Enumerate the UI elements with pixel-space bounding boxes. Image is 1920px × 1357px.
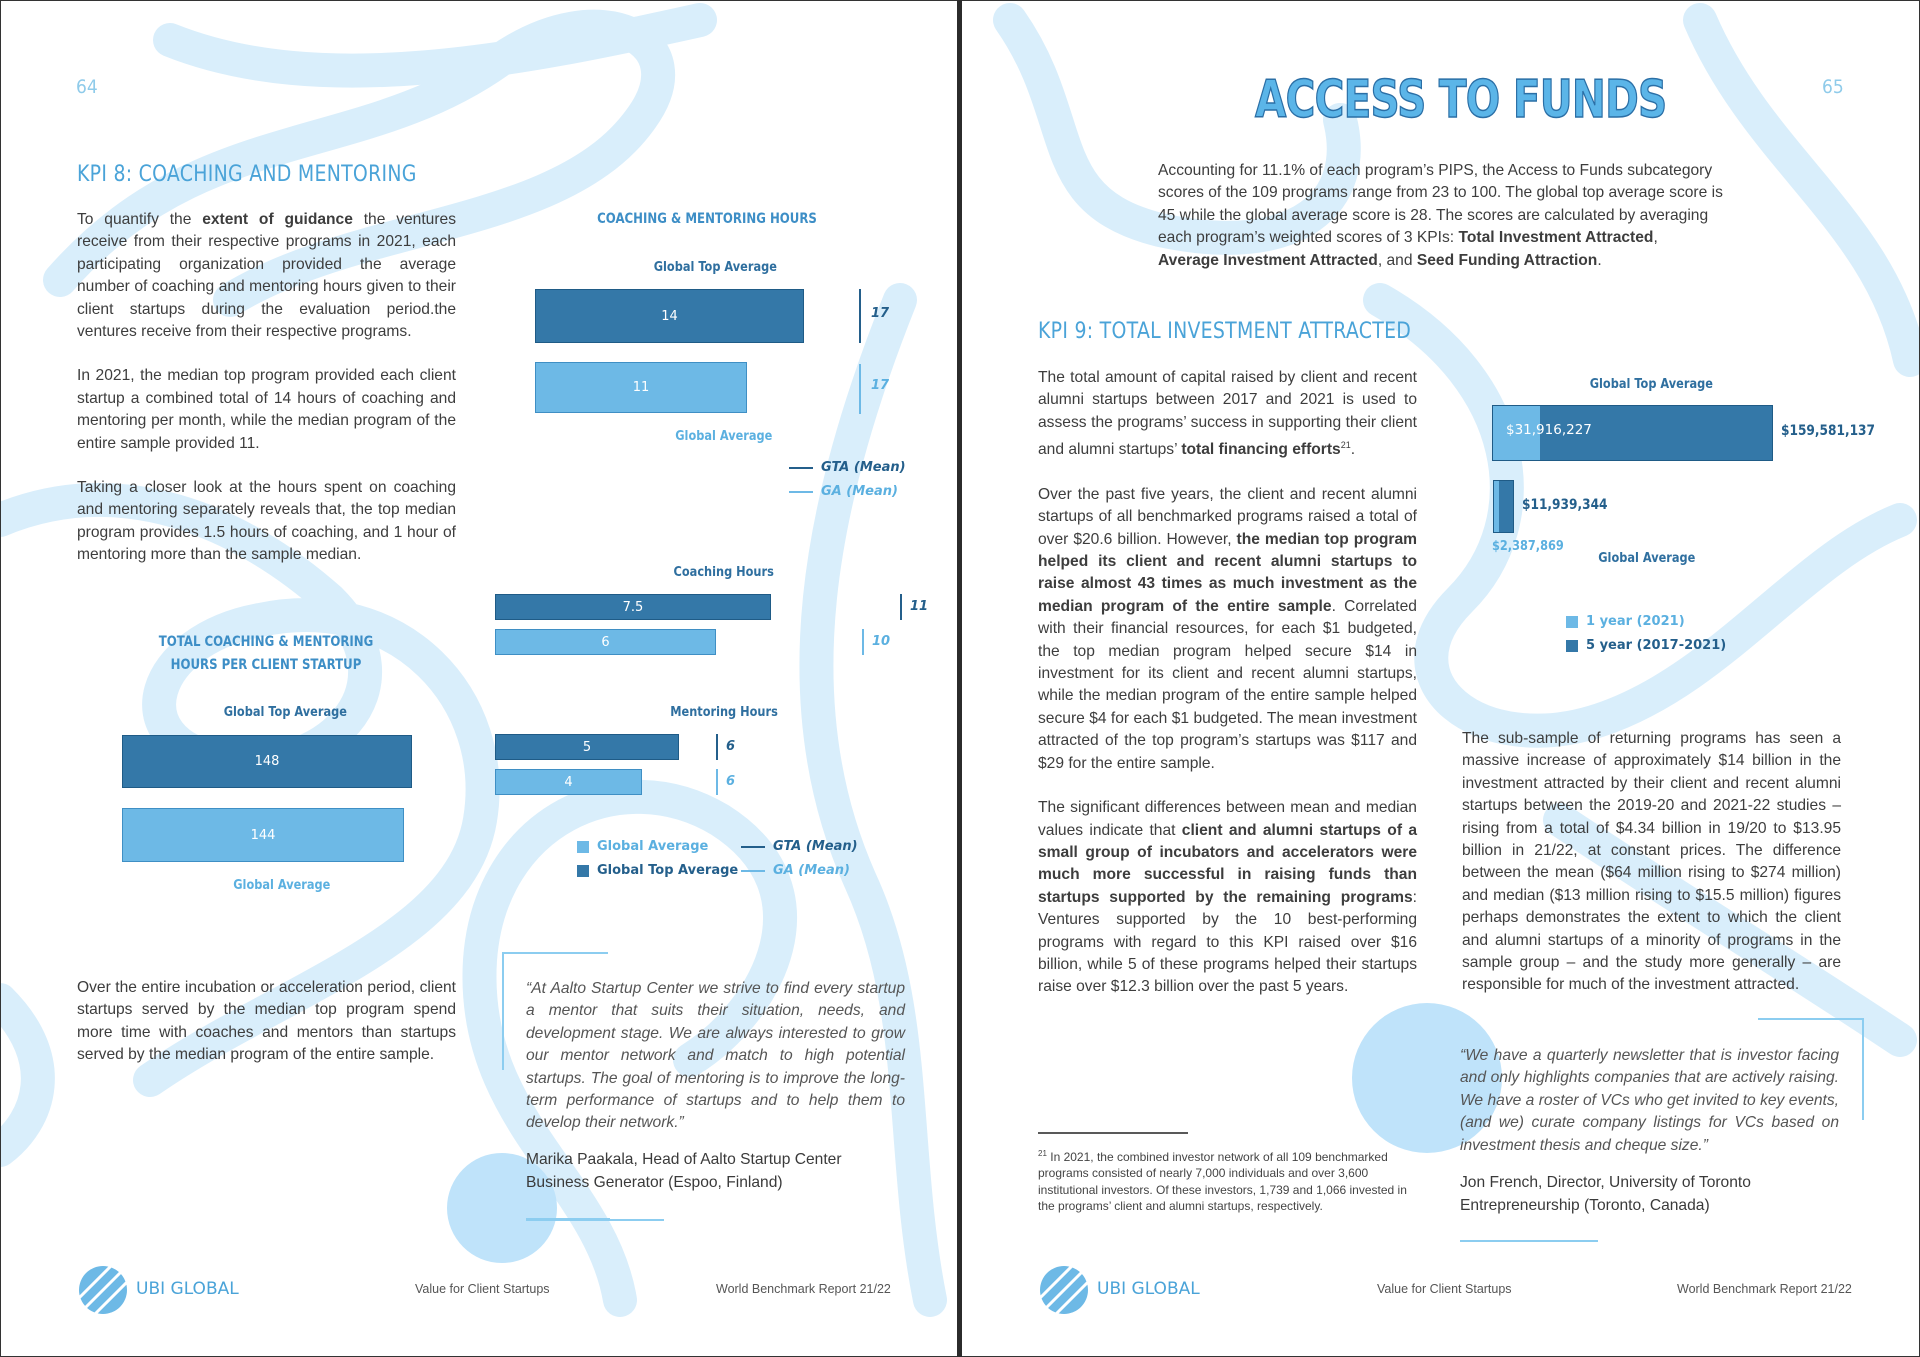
chart-mentoring-bar-gta-value: 5	[582, 739, 592, 755]
chart-total-hours-label-bottom: Global Average	[233, 877, 331, 893]
chart-total-hours-bar-ga-value: 144	[250, 827, 276, 843]
kpi8-paragraph-3: Taking a closer look at the hours spent on coaching and mentoring separately reveals that, the top median program provides 1.5 hours of coaching, and 1 hour of mentoring more than the sample median.	[77, 479, 456, 564]
kpi8-paragraph-1: To quantify the extent of guidance the ventures receive from their respective programs in 2021, each participating organization provided the average number of coaching and mentoring hours given to their client startups during the evaluation period.the ventures receive from their respective programs.	[77, 211, 457, 341]
chart-coaching-bar-ga-value: 6	[601, 634, 610, 650]
legend-line-light	[789, 491, 813, 493]
kpi8-heading: KPI 8: COACHING AND MENTORING	[77, 162, 417, 187]
footer-left-center: Value for Client Startups	[415, 1282, 550, 1296]
kpi9-paragraph-2: Over the past five years, the client and recent alumni startups of all benchmarked programs raised a total of over $20.6 billion. However, the median top program helped its client and recent alumni startups to raise almost 43 times as much investment as the median program of the entire sample. Correlated with their financial resources, for each $1 budgeted, the top median program helped secure $14 in investment for its client and recent alumni startups, while the median program of the entire sample helped secure $4 for each $1 budgeted. The mean investment attracted of the top program’s startups was $117 and $29 for the entire sample.	[1038, 485, 1417, 772]
quote-right: “We have a quarterly newsletter that is investor facing and only highlights companies that are actively raising. We have a roster of VCs who get invited to key events, (and we) curate company listings for VCs based on investment thesis and cheque size.”	[1460, 1047, 1839, 1154]
footer-right-center: Value for Client Startups	[1377, 1282, 1512, 1296]
chart-total-hours-title-2: HOURS PER CLIENT STARTUP	[170, 657, 362, 673]
quote-left-author-2: Business Generator (Espoo, Finland)	[526, 1174, 783, 1191]
kpi9-body	[1038, 367, 1417, 1021]
chart-coaching-bar-ga	[495, 629, 716, 655]
chart-cm-hours-title: COACHING & MENTORING HOURS	[597, 211, 817, 227]
right-page-number: 65	[1822, 76, 1844, 98]
chart-investment-gta-5y-value: $159,581,137	[1781, 423, 1876, 439]
footer-left-logo: UBI GLOBAL	[136, 1279, 239, 1299]
quote-left-underline	[526, 1218, 666, 1222]
chart-cm-hours-mean-gta	[859, 289, 861, 343]
legend-swatch-dark	[577, 865, 589, 877]
chart-investment-bar-ga-1y	[1494, 481, 1499, 532]
chart-total-hours-bar-ga	[122, 808, 404, 862]
access-intro: Accounting for 11.1% of each program’s PIPS, the Access to Funds subcategory scores of the 109 programs range from 23 to 100. The global top average score is 45 while the global average score is 28. The scores are calculated by averaging each program’s weighted scores of 3 KPIs: Total Investment Attracted, Average Investment Attracted, and Seed Funding Attraction.	[1158, 162, 1723, 269]
chart-cm-hours-bar-gta-value: 14	[661, 308, 678, 324]
chart-total-hours-title-1: TOTAL COACHING & MENTORING	[158, 634, 374, 650]
legend-swatch-5y	[1566, 640, 1578, 652]
chart-split-legend-gta: Global Top Average	[577, 863, 738, 878]
chart-mentoring-bar-ga-value: 4	[564, 774, 573, 790]
footer-right-right: World Benchmark Report 21/22	[1677, 1282, 1852, 1296]
quote-right-underline	[1460, 1239, 1600, 1243]
chart-cm-hours-bar-ga-value: 11	[632, 380, 650, 395]
chart-mentoring-bar-ga	[495, 769, 642, 795]
kpi9-paragraph-1: The total amount of capital raised by client and recent alumni startups between 2017 and 2021 is used to assess the programs’ success in supporting their client and alumni startups’ total financing efforts$^{21}$.	[1038, 369, 1417, 459]
chart-total-hours-bar-gta	[122, 735, 412, 788]
chart-investment-ga-5y-value: $11,939,344	[1522, 497, 1608, 513]
chart-coaching-bar-gta	[495, 594, 771, 620]
chart-cm-hours-mean-ga-value: 17	[871, 378, 890, 393]
chart-mentoring-mean-ga	[716, 769, 718, 795]
kpi8-paragraph-4: Over the entire incubation or acceleration period, client startups served by the median top program spend more time with coaches and mentors than startups served by the median program of the entire sample.	[77, 979, 456, 1064]
ubi-logo-globe-icon-right	[1038, 1264, 1090, 1316]
left-page-number: 64	[76, 76, 98, 98]
chart-cm-hours-bar-gta	[535, 289, 804, 343]
quote-right-author-1: Jon French, Director, University of Toronto	[1460, 1174, 1751, 1191]
footer-left-right: World Benchmark Report 21/22	[716, 1282, 891, 1296]
chart-coaching-bar-gta-value: 7.5	[622, 599, 644, 615]
footer-right-logo: UBI GLOBAL	[1097, 1279, 1200, 1299]
quote-left-author-1: Marika Paakala, Head of Aalto Startup Center	[526, 1151, 842, 1168]
chart-mentoring-mean-gta	[716, 734, 718, 760]
access-to-funds-title: ACCESS TO FUNDS	[1255, 70, 1667, 130]
chart-investment-label-bottom: Global Average	[1598, 550, 1696, 566]
chart-mentoring-title: Mentoring Hours	[670, 704, 778, 720]
kpi9-paragraph-3: The significant differences between mean and median values indicate that client and alumni startups of a small group of incubators and accelerators were much more successful in raising funds than startups supported by the remaining programs: Ventures supported by the 10 best-performing programs with regard to this KPI raised over $16 billion, while 5 of these programs helped their startups raise over $12.3 billion over the past 5 years.	[1038, 799, 1417, 996]
quote-left: “At Aalto Startup Center we strive to find every startup a mentor that suits their situation, needs, and development stage. We are always interested to grow our mentor network and match to high potential startups. The goal of mentoring is to improve the long-term performance of startups and to help them to develop their network.”	[526, 980, 905, 1132]
chart-mentoring-mean-ga-value: 6	[726, 774, 736, 789]
chart-investment-ga-1y-value: $2,387,869	[1492, 538, 1564, 554]
chart-coaching-mean-ga	[862, 629, 864, 655]
chart-investment-legend-5y: 5 year (2017-2021)	[1566, 638, 1726, 653]
chart-split-legend-ga-mean: GA (Mean)	[741, 863, 850, 878]
chart-cm-hours-legend-ga: GA (Mean)	[789, 484, 898, 499]
chart-investment-gta-1y-value: $31,916,227	[1506, 422, 1592, 438]
chart-split-legend-gta-mean: GTA (Mean)	[741, 839, 858, 854]
legend-swatch-1y	[1566, 616, 1578, 628]
quote-right-author-2: Entrepreneurship (Toronto, Canada)	[1460, 1197, 1710, 1214]
chart-cm-hours-mean-gta-value: 17	[871, 306, 890, 321]
footnote-21: $^{21}$ In 2021, the combined investor network of all 109 benchmarked programs consisted of nearly 7,000 individuals and over 3,600 institutional investors. Of these investors, 1,739 and 1,066 invested in the programs’ client and alumni startups, respectively.	[1038, 1149, 1407, 1213]
kpi8-paragraph-2: In 2021, the median top program provided each client startup a combined total of 14 hours of coaching and mentoring per month, while the median program of the entire sample provided 11.	[77, 367, 456, 452]
chart-split-legend-ga: Global Average	[577, 839, 708, 854]
chart-total-hours-bar-gta-value: 148	[254, 754, 280, 769]
chart-coaching-title: Coaching Hours	[673, 564, 774, 580]
chart-coaching-mean-gta-value: 11	[910, 599, 929, 614]
kpi9-paragraph-4: The sub-sample of returning programs has seen a massive increase of approximately $14 billion in the investment attracted by their client and recent alumni startups between the 2019-20 and 2021-22 studies – rising from a total of $4.34 billion in 19/20 to $13.95 billion in 21/22, at constant prices. The difference between the mean ($64 million rising to $274 million) and median ($13 million rising to $15.5 million) figures perhaps demonstrates the extent to which the client and alumni startups of a minority of programs in the sample group – and the study more generally – are responsible for much of the investment attracted.	[1462, 730, 1841, 994]
chart-mentoring-bar-gta	[495, 734, 679, 760]
legend-line-dark-2	[741, 846, 765, 848]
chart-total-hours-label-top: Global Top Average	[223, 704, 347, 720]
ubi-logo-globe-icon	[77, 1264, 129, 1316]
legend-swatch-light	[577, 841, 589, 853]
kpi9-heading: KPI 9: TOTAL INVESTMENT ATTRACTED	[1038, 319, 1412, 344]
chart-cm-hours-legend-gta: GTA (Mean)	[789, 460, 906, 475]
chart-investment-legend-1y: 1 year (2021)	[1566, 614, 1685, 629]
page-gutter	[957, 0, 962, 1357]
chart-cm-hours-label-bottom: Global Average	[675, 428, 773, 444]
legend-line-dark	[789, 467, 813, 469]
chart-coaching-mean-ga-value: 10	[872, 634, 891, 649]
chart-mentoring-mean-gta-value: 6	[726, 739, 736, 754]
chart-cm-hours-mean-ga	[859, 364, 861, 414]
chart-coaching-mean-gta	[900, 594, 902, 620]
footnote-rule	[1038, 1131, 1190, 1135]
chart-cm-hours-bar-ga	[535, 362, 747, 413]
chart-investment-label-top: Global Top Average	[1589, 376, 1713, 392]
chart-cm-hours-label-top: Global Top Average	[653, 259, 777, 275]
kpi8-body	[77, 209, 456, 589]
legend-line-light-2	[741, 870, 765, 872]
